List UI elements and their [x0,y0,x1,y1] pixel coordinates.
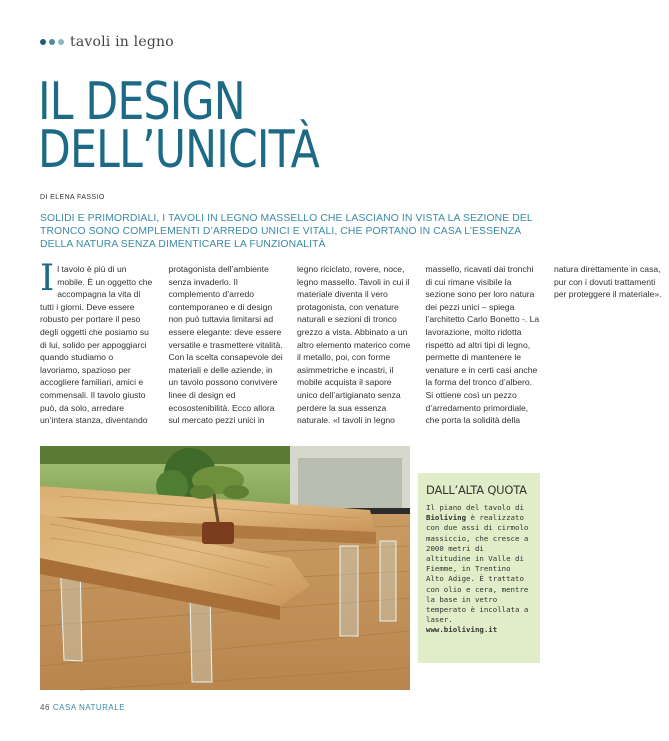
page-footer [40,703,125,712]
sidebar-box [418,473,540,663]
sidebar-title: DALL’ALTA QUOTA [426,483,527,497]
bullet-dot [49,39,55,45]
article-text: l tavolo è più di un mobile. È un oggetto che accompagna la vita di tutti i giorni. Deve essere robusto per portare il peso degli oggetti che posiamo su di lui, solido per appoggiarci quando studiamo o lavoriamo, spazioso per accogliere familiari, amici e commensali. Il tavolo giusto può, da solo, arredare un’intera stanza, diventando protagonista dell’ambiente senza invaderlo. Il complemento d’arredo contemporaneo e di design non può tuttavia limitarsi ad essere elegante: deve essere versatile e trasmettere vitalità. Con la scelta consapevole dei materiali e delle aziende, in un tavolo possono convivere linee di design ed ecosostenibilità. Ecco allora sul mercato pezzi unici in legno riciclato, rovere, noce, legno massello. Tavoli in cui il materiale diventa il vero protagonista, con venature naturali e sezioni di tronco grezzo a vista. Abbinato a un altro elemento materico come il metallo, poi, con forme asimmetriche e incastri, il mobile acquista il sapore unico dell’artigianato senza perdere la sua essenza naturale. «I tavoli in legno massello, ricavati dai tronchi di cui rimane visibile la sezione sono per loro natura dei pezzi unici – spiega l’architetto Carlo Bonetto -. La lavorazione, molto ridotta rispetto ad altri tipi di legno, permette di mantenere le venature e in certi casi anche la forma del tronco d’albero. Si ottiene così un pezzo d’arredamento primordiale, che porta la solidità della natura direttamente in casa, pur con i dovuti trattamenti per proteggere il materiale». [40,264,662,426]
headline-line-1: IL DESIGN [38,72,245,132]
section-label: tavoli in legno [70,34,174,50]
bullet-dot [58,39,64,45]
sidebar-text-end: è realizzato con due assi di cirmolo massiccio, che cresce a 2000 metri di altitudine in Valle di Fiemme, in Trentino Alto Adige. È trattato con olio e cera, mentre la base in vetro temperato è incollata a laser. [426,513,529,625]
sidebar-text [426,503,532,636]
section-tag [40,33,174,51]
byline: DI ELENA FASSIO [40,194,105,201]
article-body [40,258,662,438]
article-paragraph [40,258,669,438]
sidebar-text-start: Il piano del tavolo di [426,503,524,512]
table-photo [40,446,410,690]
page-number: 46 [40,703,50,712]
bullet-dot [40,39,46,45]
headline [38,72,381,180]
drop-cap: I [40,258,55,299]
magazine-name: CASA NATURALE [52,703,126,712]
sidebar-url-link[interactable]: www.bioliving.it [426,625,498,635]
headline-line-2: DELL’UNICITÀ [38,120,319,180]
table-photo-illustration [40,446,410,690]
sidebar-brand: Bioliving [426,513,467,523]
standfirst: SOLIDI E PRIMORDIALI, I TAVOLI IN LEGNO MASSELLO CHE LASCIANO IN VISTA LA SEZIONE DEL TRONCO SONO COMPLEMENTI D’ARREDO UNICI E VITALI, CHE PORTANO IN CASA L’ESSENZA DELLA NATURA SENZA DIMENTICARE LA FUNZIONALITÀ [40,213,533,250]
